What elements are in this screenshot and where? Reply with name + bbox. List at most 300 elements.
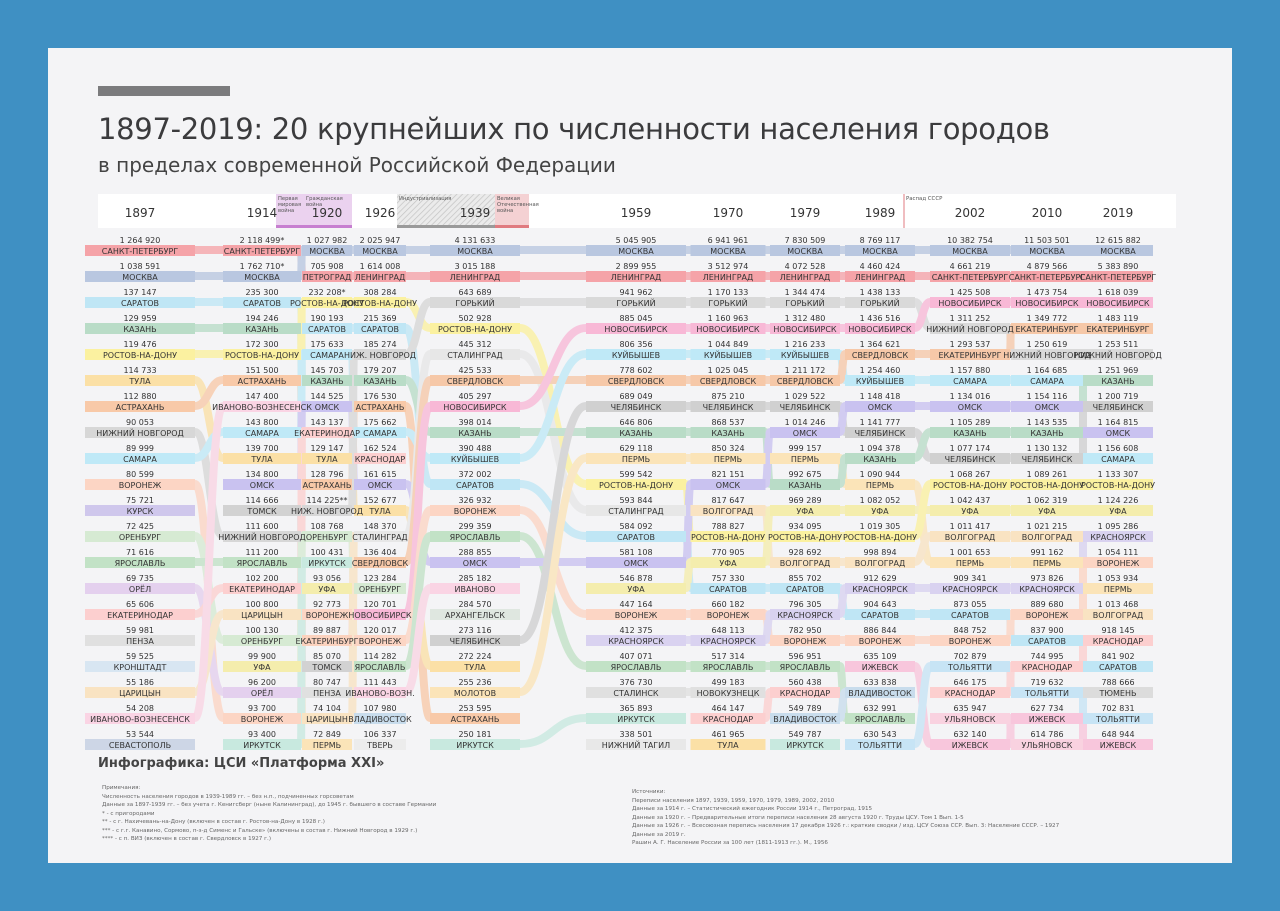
year-label: 1939: [459, 206, 491, 220]
period-underline: [495, 225, 529, 228]
city-name: ВЛАДИВОСТОК: [848, 689, 912, 698]
city-name: СВЕРДЛОВСК: [607, 377, 665, 386]
city-name: ОМСК: [314, 403, 340, 412]
city-name: ОМСК: [623, 559, 649, 568]
population-value: 928 692: [788, 548, 822, 557]
city-name: ЧЕЛЯБИНСК: [944, 455, 996, 464]
city-name: ОМСК: [1105, 429, 1131, 438]
population-value: 129 959: [123, 314, 157, 323]
population-value: 89 999: [126, 444, 154, 453]
population-value: 102 200: [245, 574, 279, 583]
population-value: 172 300: [245, 340, 279, 349]
population-value: 757 330: [711, 574, 745, 583]
city-name: ИРКУТСК: [243, 741, 281, 750]
city-name: САРАТОВ: [360, 325, 400, 334]
city-name: НИЖ. НОВГОРОД: [343, 351, 417, 360]
city-name: САРАТОВ: [242, 299, 282, 308]
population-value: 934 095: [788, 522, 822, 531]
population-value: 1 156 608: [1097, 444, 1139, 453]
population-value: 1 068 267: [949, 470, 991, 479]
population-value: 120 017: [363, 626, 397, 635]
city-name: ЧЕЛЯБИНСК: [702, 403, 754, 412]
population-value: 770 905: [711, 548, 745, 557]
population-value: 461 965: [711, 730, 745, 739]
city-name: ВЛАДИВОСТОК: [773, 715, 837, 724]
population-value: 1 251 969: [1097, 366, 1139, 375]
population-value: 992 675: [788, 470, 822, 479]
population-value: 12 615 882: [1095, 236, 1141, 245]
city-name: РОСТОВ-НА-ДОНУ: [690, 533, 766, 542]
city-name: КАЗАНЬ: [863, 455, 897, 464]
population-value: 629 118: [619, 444, 653, 453]
population-value: 75 721: [126, 496, 154, 505]
city-name: УЛЬЯНОВСК: [944, 715, 996, 724]
population-value: 904 643: [863, 600, 897, 609]
city-name: ЯРОСЛАВЛЬ: [702, 663, 754, 672]
population-value: 7 830 509: [784, 236, 826, 245]
city-name: ПЕРМЬ: [865, 481, 895, 490]
city-name: КРАСНОЯРСК: [1090, 533, 1146, 542]
population-value: 71 616: [126, 548, 154, 557]
population-value: 1 164 815: [1097, 418, 1139, 427]
population-value: 885 045: [619, 314, 653, 323]
city-name: КРАСНОДАР: [944, 689, 996, 698]
rank-ribbon: [840, 354, 845, 380]
city-name: КАЗАНЬ: [1101, 377, 1135, 386]
population-value: 782 950: [788, 626, 822, 635]
sources-line: Данные за 1914 г. – Статистический ежегодник России 1914 г., Петроград, 1915: [632, 806, 873, 812]
population-value: 308 284: [363, 288, 397, 297]
city-name: КРАСНОЯРСК: [942, 585, 998, 594]
city-name: ВОРОНЕЖ: [1025, 611, 1069, 620]
city-name: ЧЕЛЯБИНСК: [854, 429, 906, 438]
population-value: 1 438 133: [859, 288, 901, 297]
population-value: 65 606: [126, 600, 154, 609]
city-name: КАЗАНЬ: [788, 481, 822, 490]
population-value: 99 900: [248, 652, 276, 661]
year-label: 1970: [712, 206, 744, 220]
population-value: 176 530: [363, 392, 397, 401]
city-name: ЛЕНИНГРАД: [449, 273, 501, 282]
city-name: ЛЕНИНГРАД: [610, 273, 662, 282]
city-name: ОМСК: [249, 481, 275, 490]
city-name: КАЗАНЬ: [619, 429, 653, 438]
population-value: 912 629: [863, 574, 897, 583]
population-value: 632 991: [863, 704, 897, 713]
population-value: 5 045 905: [615, 236, 657, 245]
city-name: ТОЛЬЯТТИ: [1095, 715, 1141, 724]
population-value: 1 134 016: [949, 392, 991, 401]
city-name: КРАСНОДАР: [1092, 637, 1144, 646]
year-label: 1989: [864, 206, 896, 220]
population-value: 1 473 754: [1026, 288, 1068, 297]
population-value: 69 735: [126, 574, 154, 583]
city-name: СТАЛИНГРАД: [352, 533, 408, 542]
city-name: КУЙБЫШЕВ: [855, 377, 905, 386]
notes-line: *** - с г.г. Канавино, Сормово, п-з-д Сименс и Гальске» (включены в состав г. Нижний Новгород в 1929 г.): [102, 827, 418, 834]
population-value: 599 542: [619, 470, 653, 479]
city-name: ПЕРМЬ: [312, 741, 342, 750]
population-value: 1 160 963: [707, 314, 749, 323]
city-name: КРОНШТАДТ: [113, 663, 167, 672]
population-value: 1 143 535: [1026, 418, 1068, 427]
population-value: 447 164: [619, 600, 653, 609]
city-name: САРАТОВ: [950, 611, 990, 620]
population-value: 1 253 511: [1097, 340, 1139, 349]
population-value: 918 145: [1101, 626, 1135, 635]
city-name: НОВОСИБИРСК: [696, 325, 760, 334]
population-value: 868 537: [711, 418, 745, 427]
city-name: ПЕРМЬ: [1032, 559, 1062, 568]
city-name: КРАСНОДАР: [354, 455, 406, 464]
population-value: 998 894: [863, 548, 897, 557]
population-value: 1 436 516: [859, 314, 901, 323]
population-value: 875 210: [711, 392, 745, 401]
city-name: НИЖНИЙ НОВГОРОД: [1074, 351, 1162, 360]
population-value: 1 250 619: [1026, 340, 1068, 349]
population-value: 2 118 499*: [239, 236, 285, 245]
population-value: 850 324: [711, 444, 745, 453]
population-value: 584 092: [619, 522, 653, 531]
population-value: 54 208: [126, 704, 154, 713]
population-value: 1 264 920: [119, 236, 161, 245]
city-name: УФА: [253, 663, 271, 672]
population-value: 326 932: [458, 496, 492, 505]
population-value: 796 305: [788, 600, 822, 609]
city-name: ЧЕЛЯБИНСК: [1092, 403, 1144, 412]
population-value: 106 337: [363, 730, 397, 739]
population-value: 143 137: [310, 418, 344, 427]
rank-ribbon: [766, 432, 771, 484]
population-value: 886 844: [863, 626, 897, 635]
population-value: 1 054 111: [1097, 548, 1139, 557]
city-name: РОСТОВ-НА-ДОНУ: [598, 481, 674, 490]
city-name: КРАСНОЯРСК: [608, 637, 664, 646]
population-value: 1 094 378: [859, 444, 901, 453]
city-name: МОСКВА: [309, 247, 345, 256]
city-name: ОМСК: [1034, 403, 1060, 412]
city-name: ТОЛЬЯТТИ: [947, 663, 993, 672]
city-name: УФА: [627, 585, 645, 594]
city-name: ОРЕНБУРГ: [240, 637, 284, 646]
population-value: 1 200 719: [1097, 392, 1139, 401]
city-name: ОМСК: [867, 403, 893, 412]
city-name: САНКТ-ПЕТЕРБУРГ: [1079, 273, 1157, 282]
population-value: 1 095 286: [1097, 522, 1139, 531]
city-name: УФА: [871, 507, 889, 516]
population-value: 1 042 437: [949, 496, 991, 505]
city-name: САРАТОВ: [860, 611, 900, 620]
population-value: 546 878: [619, 574, 653, 583]
population-value: 284 570: [458, 600, 492, 609]
population-value: 1 164 685: [1026, 366, 1068, 375]
population-value: 788 827: [711, 522, 745, 531]
population-value: 338 501: [619, 730, 653, 739]
city-name: ВОЛГОГРАД: [779, 559, 831, 568]
city-name: СВЕРДЛОВСК: [351, 559, 409, 568]
city-name: ЯРОСЛАВЛЬ: [449, 533, 501, 542]
city-name: ЦАРИЦЫН: [241, 611, 283, 620]
city-name: РОСТОВ-НА-ДОНУ: [289, 299, 365, 308]
population-value: 991 162: [1030, 548, 1064, 557]
period-underline: [397, 225, 495, 228]
population-value: 8 769 117: [859, 236, 901, 245]
population-value: 114 282: [363, 652, 397, 661]
population-value: 1 141 777: [859, 418, 901, 427]
city-name: НОВОСИБИРСК: [348, 611, 412, 620]
rank-ribbon: [1010, 614, 1011, 640]
city-name: УФА: [1038, 507, 1056, 516]
population-value: 1 089 261: [1026, 470, 1068, 479]
sources-line: Рашин А. Г. Население России за 100 лет (1811-1913 гг.). М., 1956: [632, 840, 828, 846]
city-name: ГОРЬКИЙ: [785, 299, 825, 308]
city-name: ЯРОСЛАВЛЬ: [610, 663, 662, 672]
city-name: ИЖЕВСК: [951, 741, 989, 750]
period-underline: [276, 225, 304, 228]
city-name: УЛЬЯНОВСК: [1021, 741, 1073, 750]
population-value: 837 900: [1030, 626, 1064, 635]
rank-ribbon: [766, 692, 771, 718]
city-name: САМАРА: [310, 351, 344, 360]
population-value: 190 193: [310, 314, 344, 323]
city-name: НИЖНИЙ ТАГИЛ: [601, 741, 671, 750]
city-name: ИВАНОВО: [454, 585, 496, 594]
city-name: ЯРОСЛАВЛЬ: [354, 663, 406, 672]
population-value: 390 488: [458, 444, 492, 453]
city-name: СЕВАСТОПОЛЬ: [108, 741, 172, 750]
population-value: 969 289: [788, 496, 822, 505]
population-value: 194 246: [245, 314, 279, 323]
population-value: 1 029 522: [784, 392, 826, 401]
city-name: АСТРАХАНЬ: [302, 481, 352, 490]
city-name: ТОМСК: [312, 663, 342, 672]
population-value: 107 980: [363, 704, 397, 713]
year-label: 1979: [789, 206, 821, 220]
city-name: КАЗАНЬ: [711, 429, 745, 438]
city-name: ПЕНЗА: [126, 637, 154, 646]
population-value: 889 680: [1030, 600, 1064, 609]
notes-line: Численность населения городов в 1939-1989 гг. – без н.п., подчиненных горсоветам: [102, 793, 354, 800]
population-value: 111 443: [363, 678, 397, 687]
population-value: 80 747: [313, 678, 341, 687]
population-value: 114 225**: [306, 496, 348, 505]
population-value: 627 734: [1030, 704, 1064, 713]
city-name: НОВОКУЗНЕЦК: [696, 689, 760, 698]
rank-ribbon: [686, 562, 691, 588]
population-value: 137 147: [123, 288, 157, 297]
city-name: САМАРА: [1101, 455, 1135, 464]
city-name: ЛЕНИНГРАД: [702, 273, 754, 282]
population-value: 85 070: [313, 652, 341, 661]
population-value: 93 400: [248, 730, 276, 739]
page-title: 1897-2019: 20 крупнейших по численности населения городов: [98, 112, 1050, 146]
population-value: 1 344 474: [784, 288, 826, 297]
population-value: 1 021 215: [1026, 522, 1068, 531]
year-label: 1914: [246, 206, 278, 220]
population-value: 499 183: [711, 678, 745, 687]
city-name: КАЗАНЬ: [1030, 429, 1064, 438]
population-value: 215 369: [363, 314, 397, 323]
population-value: 119 476: [123, 340, 157, 349]
city-name: ИЖЕВСК: [1099, 741, 1137, 750]
population-value: 643 689: [458, 288, 492, 297]
city-name: ОРЕНБУРГ: [305, 533, 349, 542]
city-name: САНКТ-ПЕТЕРБУРГ: [1008, 273, 1086, 282]
population-value: 817 647: [711, 496, 745, 505]
population-value: 5 383 890: [1097, 262, 1139, 271]
population-value: 161 615: [363, 470, 397, 479]
population-value: 59 525: [126, 652, 154, 661]
population-value: 162 524: [363, 444, 397, 453]
city-name: СВЕРДЛОВСК: [851, 351, 909, 360]
city-name: НИЖНИЙ НОВГОРОД: [218, 533, 306, 542]
population-value: 100 800: [245, 600, 279, 609]
population-value: 72 849: [313, 730, 341, 739]
sources-line: Данные за 1926 г. – Всесоюзная перепись населения 17 декабря 1926 г.: краткие сводки / изд. ЦСУ Союза ССР. Вып. 3: Население СССР. – 1927: [632, 823, 1060, 829]
population-value: 144 525: [310, 392, 344, 401]
city-name: ГОРЬКИЙ: [708, 299, 748, 308]
population-value: 1 425 508: [949, 288, 991, 297]
city-name: КАЗАНЬ: [953, 429, 987, 438]
city-name: МОСКВА: [618, 247, 654, 256]
city-name: НОВОСИБИРСК: [1015, 299, 1079, 308]
population-value: 147 400: [245, 392, 279, 401]
population-value: 614 786: [1030, 730, 1064, 739]
city-name: САМАРА: [953, 377, 987, 386]
city-name: ВЛАДИВОСТОК: [348, 715, 412, 724]
population-value: 646 175: [953, 678, 987, 687]
city-name: ОМСК: [462, 559, 488, 568]
city-name: АСТРАХАНЬ: [355, 403, 405, 412]
rank-ribbon: [1010, 666, 1011, 692]
population-value: 92 773: [313, 600, 341, 609]
population-value: 425 533: [458, 366, 492, 375]
city-name: ЧЕЛЯБИНСК: [449, 637, 501, 646]
population-value: 376 730: [619, 678, 653, 687]
city-name: НИЖНИЙ НОВГОРОД: [1003, 351, 1091, 360]
city-name: ОМСК: [367, 481, 393, 490]
population-value: 143 800: [245, 418, 279, 427]
city-name: ВОЛГОГРАД: [1021, 533, 1073, 542]
city-name: ПЕРМЬ: [790, 455, 820, 464]
city-name: ИРКУТСК: [786, 741, 824, 750]
population-value: 660 182: [711, 600, 745, 609]
sources-line: Данные за 1920 г. – Предварительные итоги переписи населения 28 августа 1920 г. Труды ЦСУ. Том 1 Вып. 1-5: [632, 814, 964, 821]
population-value: 1 483 119: [1097, 314, 1139, 323]
year-label: 1959: [620, 206, 652, 220]
city-name: МОСКВА: [1100, 247, 1136, 256]
population-value: 1 133 307: [1097, 470, 1139, 479]
city-name: КАЗАНЬ: [458, 429, 492, 438]
population-value: 253 595: [458, 704, 492, 713]
city-name: ЯРОСЛАВЛЬ: [236, 559, 288, 568]
city-name: РОСТОВ-НА-ДОНУ: [842, 533, 918, 542]
population-value: 630 543: [863, 730, 897, 739]
city-name: ВОРОНЕЖ: [240, 715, 284, 724]
population-value: 549 789: [788, 704, 822, 713]
city-name: ОРЕНБУРГ: [358, 585, 402, 594]
city-name: ОМСК: [957, 403, 983, 412]
population-value: 1 130 132: [1026, 444, 1068, 453]
population-value: 560 438: [788, 678, 822, 687]
population-value: 1 154 116: [1026, 392, 1068, 401]
city-name: ТОЛЬЯТТИ: [857, 741, 903, 750]
population-value: 1 349 772: [1026, 314, 1068, 323]
city-name: НОВОСИБИРСК: [773, 325, 837, 334]
city-name: СТАЛИНСК: [613, 689, 659, 698]
city-name: КАЗАНЬ: [310, 377, 344, 386]
city-name: ГОРЬКИЙ: [616, 299, 656, 308]
city-name: МОСКВА: [710, 247, 746, 256]
city-name: КРАСНОДАР: [779, 689, 831, 698]
city-name: РОСТОВ-НА-ДОНУ: [1009, 481, 1085, 490]
population-value: 148 370: [363, 522, 397, 531]
city-name: ВОЛГОГРАД: [944, 533, 996, 542]
city-name: КУЙБЫШЕВ: [450, 455, 500, 464]
city-name: НОВОСИБИРСК: [1086, 299, 1150, 308]
notes-line: Данные за 1897-1939 гг. – без учета г. Кенигсберг (ныне Калининград), до 1945 г. бывшего в составе Германии: [102, 802, 437, 808]
population-value: 1 211 172: [784, 366, 826, 375]
population-value: 11 503 501: [1024, 236, 1070, 245]
city-name: ВОРОНЕЖ: [783, 637, 827, 646]
population-value: 632 140: [953, 730, 987, 739]
city-name: АСТРАХАНЬ: [237, 377, 287, 386]
population-value: 1 254 460: [859, 366, 901, 375]
notes-heading: Примечания:: [102, 785, 141, 791]
population-value: 1 082 052: [859, 496, 901, 505]
population-value: 635 109: [863, 652, 897, 661]
city-name: САРАТОВ: [307, 325, 347, 334]
period-label: Первая мировая война: [278, 196, 302, 214]
population-value: 1 090 944: [859, 470, 901, 479]
population-value: 1 053 934: [1097, 574, 1139, 583]
city-name: ГОРЬКИЙ: [455, 299, 495, 308]
city-name: НИЖНИЙ НОВГОРОД: [926, 325, 1014, 334]
city-name: ТУЛА: [369, 507, 391, 516]
population-value: 89 887: [313, 626, 341, 635]
population-value: 112 880: [123, 392, 157, 401]
city-name: ВОРОНЕЖ: [1096, 559, 1140, 568]
city-name: САНКТ-ПЕТЕРБУРГ: [223, 247, 301, 256]
city-name: ЕКАТЕРИНОДАР: [229, 585, 295, 594]
population-value: 179 207: [363, 366, 397, 375]
city-name: ТОМСК: [247, 507, 277, 516]
period-underline: [304, 225, 352, 228]
population-value: 55 186: [126, 678, 154, 687]
city-name: ВОЛГОГРАД: [854, 559, 906, 568]
city-name: ВОРОНЕЖ: [305, 611, 349, 620]
notes-line: **** - с п. ВИЗ (включен в состав г. Свердловск в 1927 г.): [102, 836, 272, 842]
population-value: 788 666: [1101, 678, 1135, 687]
city-name: УФА: [719, 559, 737, 568]
population-value: 1 025 045: [707, 366, 749, 375]
population-value: 1 170 133: [707, 288, 749, 297]
population-value: 4 879 566: [1026, 262, 1068, 271]
city-name: ИВАНОВО-ВОЗН.: [345, 689, 415, 698]
rank-ribbon: [840, 458, 845, 484]
population-value: 1 157 880: [949, 366, 991, 375]
population-value: 136 404: [363, 548, 397, 557]
city-name: РОСТОВ-НА-ДОНУ: [102, 351, 178, 360]
population-value: 175 662: [363, 418, 397, 427]
city-name: НОВОСИБИРСК: [443, 403, 507, 412]
city-name: ВОЛГОГРАД: [1092, 611, 1144, 620]
city-name: ЦАРИЦЫН: [306, 715, 348, 724]
population-value: 175 633: [310, 340, 344, 349]
city-name: ПЕРМЬ: [955, 559, 985, 568]
city-name: САРАТОВ: [455, 481, 495, 490]
city-name: МОСКВА: [952, 247, 988, 256]
